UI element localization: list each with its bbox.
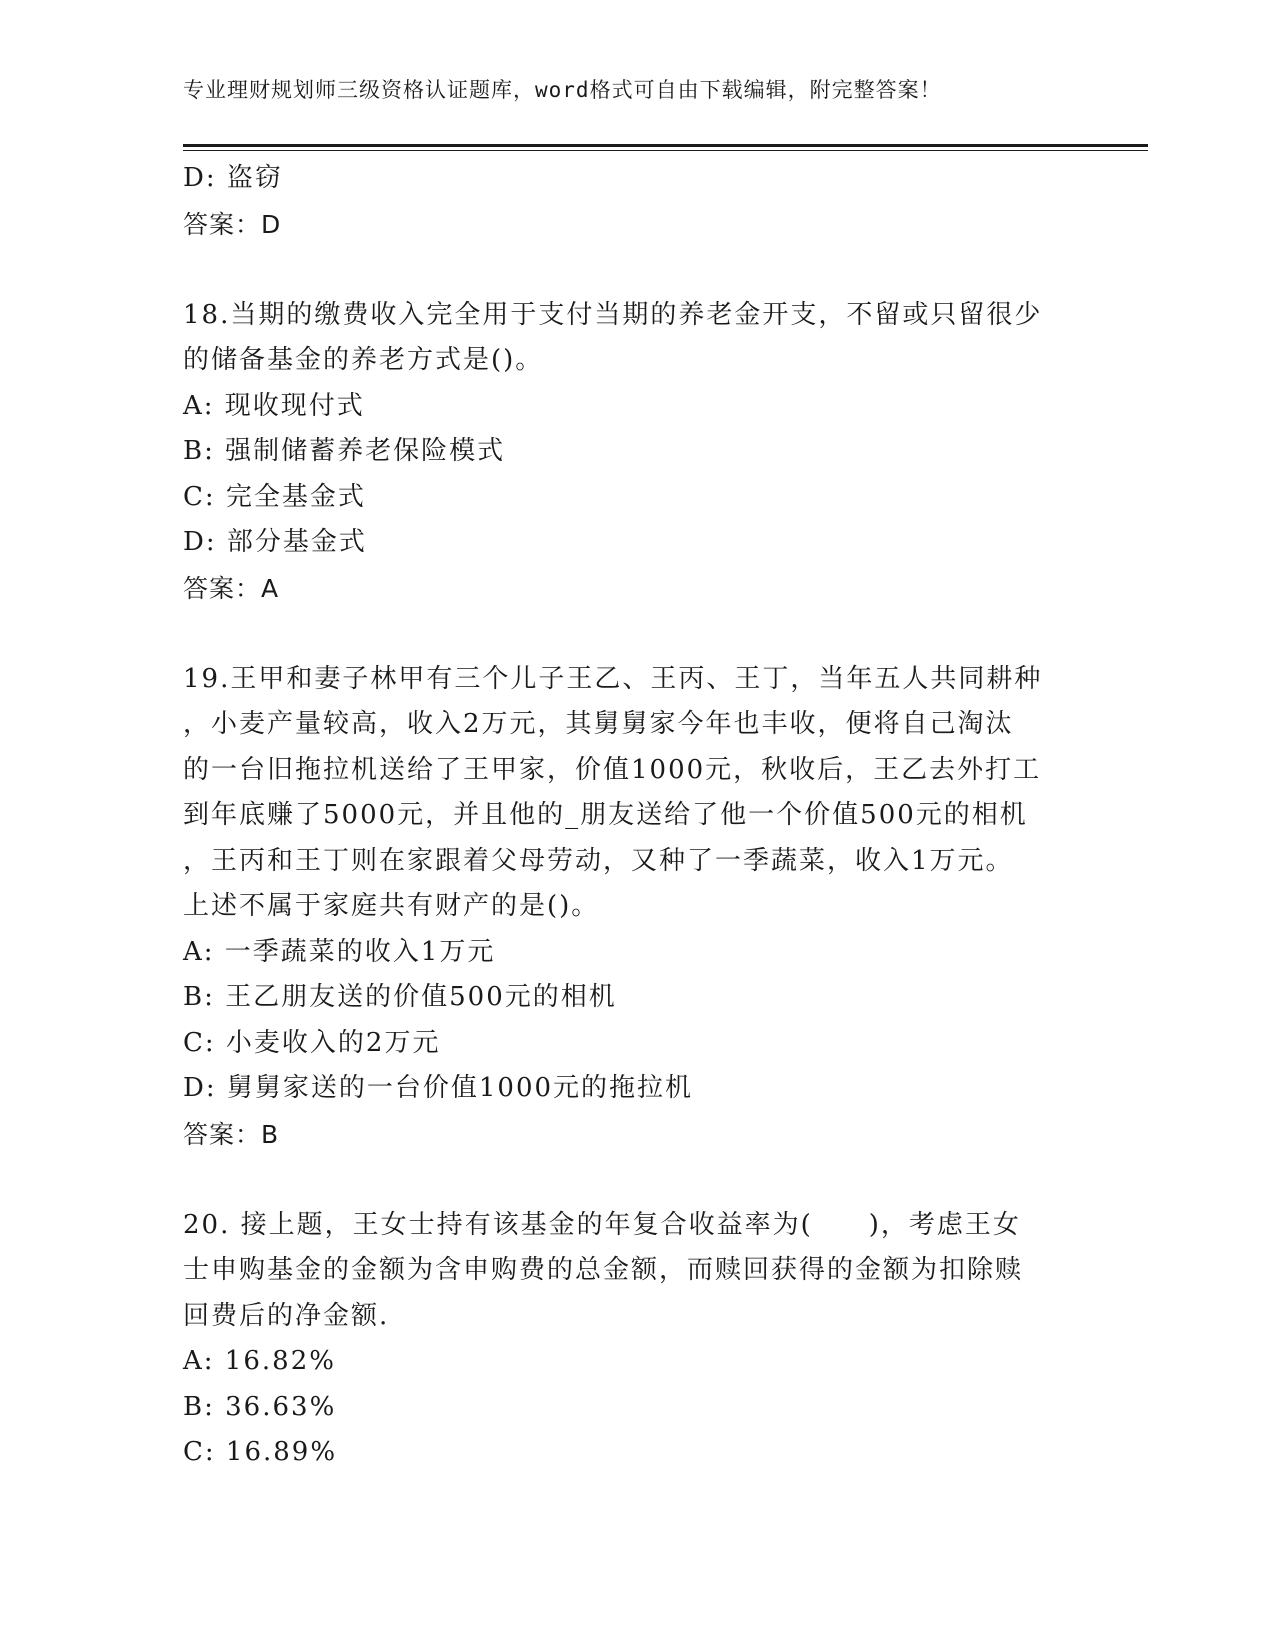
header-divider-thin xyxy=(183,150,1148,151)
q19-stem-line: ，小麦产量较高，收入2万元，其舅舅家今年也丰收，便将自己淘汰 xyxy=(183,709,1014,739)
q19-option-b: B: 王乙朋友送的价值500元的相机 xyxy=(183,982,617,1012)
q20-stem-line: 20. 接上题，王女士持有该基金的年复合收益率为( )，考虑王女 xyxy=(183,1209,1021,1240)
q19-option-d: D: 舅舅家送的一台价值1000元的拖拉机 xyxy=(183,1073,694,1103)
q19-answer: 答案：B xyxy=(183,1119,280,1149)
question-content xyxy=(183,156,1063,1476)
q19-stem-line: 上述不属于家庭共有财产的是()。 xyxy=(183,891,600,921)
q18-option-a: A: 现收现付式 xyxy=(183,390,365,421)
q19-stem-line: 到年底赚了5000元，并且他的_朋友送给了他一个价值500元的相机 xyxy=(183,800,1028,830)
question-18 xyxy=(183,293,1063,612)
q17-answer: 答案：D xyxy=(183,209,282,239)
q20-option-c: C: 16.89% xyxy=(183,1437,338,1467)
q18-option-c: C: 完全基金式 xyxy=(183,481,366,512)
q18-stem-line: 18.当期的缴费收入完全用于支付当期的养老金开支，不留或只留很少 xyxy=(183,299,1043,330)
q20-stem-line: 士申购基金的金额为含申购费的总金额，而赎回获得的金额为扣除赎 xyxy=(183,1255,1024,1285)
q19-stem-line: 的一台旧拖拉机送给了王甲家，价值1000元，秋收后，王乙去外打工 xyxy=(183,754,1042,785)
q18-option-d: D: 部分基金式 xyxy=(183,527,367,557)
q19-stem-line: 19.王甲和妻子林甲有三个儿子王乙、王丙、王丁，当年五人共同耕种 xyxy=(183,663,1043,694)
q18-answer: 答案：A xyxy=(183,573,280,603)
question-20 xyxy=(183,1203,1063,1476)
q18-option-b: B: 强制储蓄养老保险模式 xyxy=(183,436,506,466)
header-divider-thick xyxy=(183,144,1148,147)
question-19 xyxy=(183,657,1063,1158)
q20-option-a: A: 16.82% xyxy=(183,1346,336,1376)
q19-option-a: A: 一季蔬菜的收入1万元 xyxy=(183,936,496,967)
q20-stem-line: 回费后的净金额. xyxy=(183,1300,390,1331)
page-header: 专业理财规划师三级资格认证题库，word格式可自由下载编辑，附完整答案！ xyxy=(183,78,942,102)
q19-stem-line: ，王丙和王丁则在家跟着父母劳动，又种了一季蔬菜，收入1万元。 xyxy=(183,845,1014,876)
q20-option-b: B: 36.63% xyxy=(183,1391,337,1422)
q19-option-c: C: 小麦收入的2万元 xyxy=(183,1027,441,1058)
q18-stem-line: 的储备基金的养老方式是()。 xyxy=(183,345,544,375)
q17-option-d: D: 盗窃 xyxy=(183,163,283,193)
